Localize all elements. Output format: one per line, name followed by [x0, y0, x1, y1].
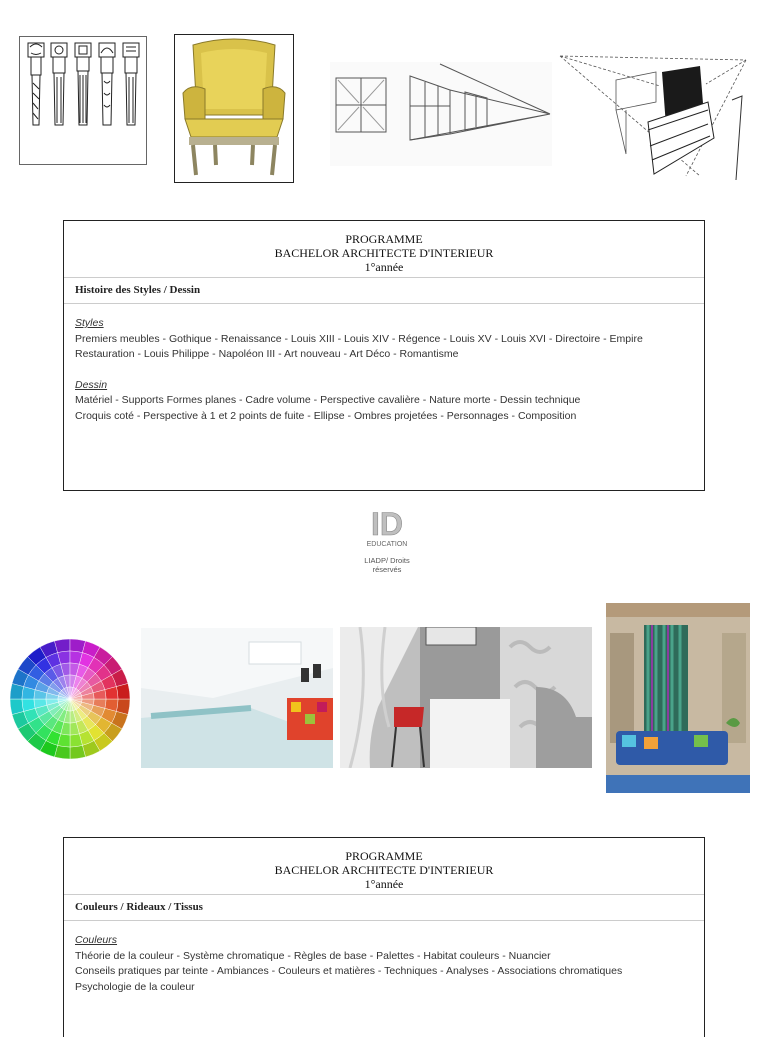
programme-title: PROGRAMME: [345, 849, 423, 863]
colorful-sofa-room-photo: [606, 603, 750, 793]
programme-box-styles-dessin: [63, 220, 705, 491]
curtain-interior-photo: [340, 627, 592, 768]
programme-header: [64, 221, 704, 278]
window-perspective-sketch: [330, 62, 552, 166]
programme-content: [64, 921, 704, 995]
styles-heading: Styles: [75, 317, 104, 329]
programme-subtitle: BACHELOR ARCHITECTE D'INTERIEUR: [274, 246, 494, 260]
dessin-heading: Dessin: [75, 378, 108, 391]
programme-subtitle: BACHELOR ARCHITECTE D'INTERIEUR: [274, 863, 494, 877]
couleurs-line-1: Théorie de la couleur - Système chromatique - Règles de base - Palettes - Habitat couleurs - Nuancier: [75, 949, 551, 962]
programme-section-title: Couleurs / Rideaux / Tissus: [64, 895, 704, 921]
logo-caption: LIADP/ Droits réservés: [364, 556, 410, 574]
couleurs-line-3: Psychologie de la couleur: [75, 980, 195, 993]
programme-box-couleurs: [63, 837, 705, 1037]
id-education-logo: [352, 505, 422, 574]
two-point-perspective-sketch: [556, 50, 748, 186]
programme-content: [64, 304, 704, 424]
programme-year: 1°année: [364, 877, 404, 891]
interior-pool-photo: [141, 628, 333, 768]
svg-text:EDUCATION: EDUCATION: [366, 541, 408, 548]
svg-text:ID: ID: [371, 506, 403, 542]
styles-line-1: Premiers meubles - Gothique - Renaissance - Louis XIII - Louis XIV - Régence - Louis XV - Louis XVI - Directoire - Empire: [75, 332, 643, 345]
styles-line-2: Restauration - Louis Philippe - Napoléon III - Art nouveau - Art Déco - Romantisme: [75, 348, 459, 360]
couleurs-heading: Couleurs: [75, 934, 118, 946]
programme-header: [64, 838, 704, 895]
programme-title: PROGRAMME: [345, 232, 423, 246]
id-logo-mark-icon: [362, 505, 412, 549]
column-capitals-illustration: [19, 36, 147, 165]
programme-year: 1°année: [364, 260, 404, 274]
color-wheel-image: [8, 636, 132, 762]
dessin-line-1: Matériel - Supports Formes planes - Cadre volume - Perspective cavalière - Nature morte - Dessin technique: [75, 394, 581, 406]
couleurs-line-2: Conseils pratiques par teinte - Ambiances - Couleurs et matières - Techniques - Analyses - Associations chromatiques: [75, 965, 623, 977]
louis-xvi-armchair-photo: [174, 34, 294, 183]
programme-section-title: Histoire des Styles / Dessin: [64, 278, 704, 304]
dessin-line-2: Croquis coté - Perspective à 1 et 2 points de fuite - Ellipse - Ombres projetées - Personnages - Composition: [75, 409, 577, 422]
